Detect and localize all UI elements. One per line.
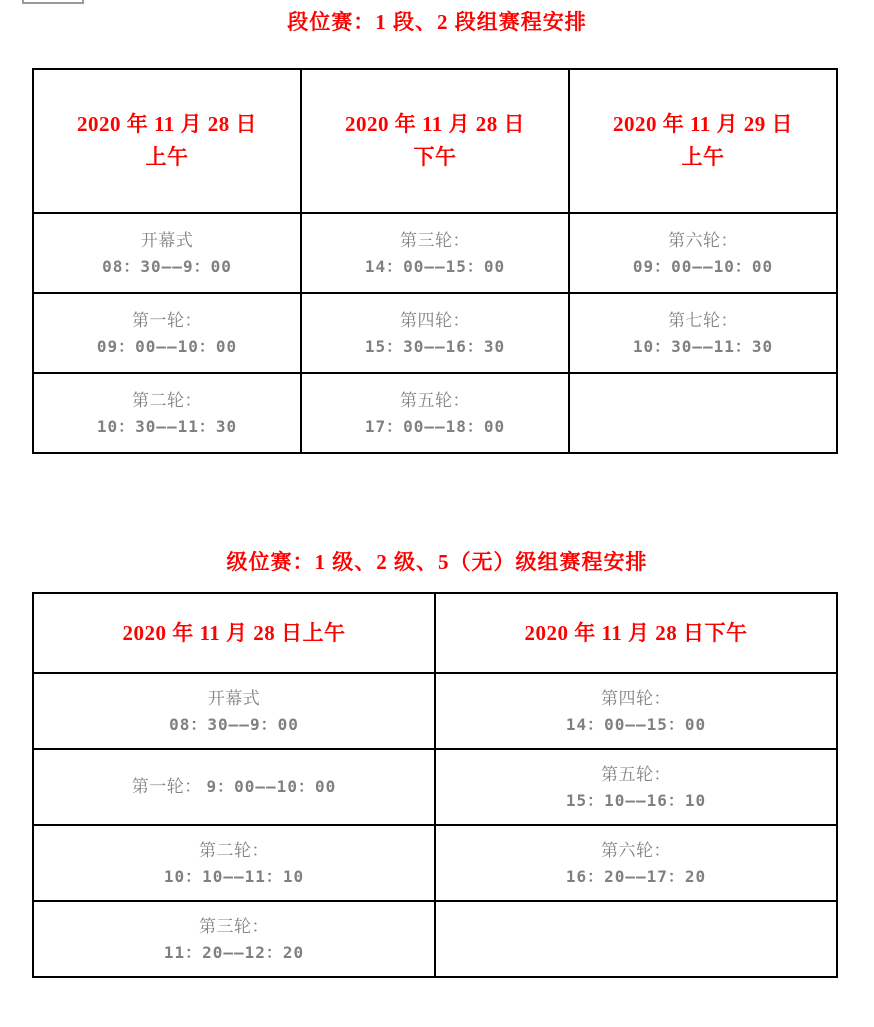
round-label: 第四轮： <box>601 688 671 708</box>
round-label: 第一轮： <box>132 310 202 330</box>
schedule-table-dan <box>32 68 838 454</box>
round-time: 10：30——11：30 <box>632 336 774 356</box>
header-date: 2020 年 11 月 28 日 <box>344 112 526 137</box>
schedule-cell <box>33 901 435 977</box>
schedule-cell-empty <box>569 373 837 453</box>
round-time: 10：30——11：30 <box>96 416 238 436</box>
round-label: 第三轮： <box>199 916 269 936</box>
round-time: 09：00——10：00 <box>96 336 238 356</box>
round-time: 9：00——10：00 <box>206 777 337 797</box>
round-time: 10：10——11：10 <box>163 866 305 886</box>
schedule-cell <box>301 213 569 293</box>
round-time: 14：00——15：00 <box>364 256 506 276</box>
header-date: 2020 年 11 月 28 日 <box>76 112 258 137</box>
schedule-cell <box>301 373 569 453</box>
round-time: 09：00——10：00 <box>632 256 774 276</box>
schedule-cell <box>569 293 837 373</box>
round-label: 第三轮： <box>400 230 470 250</box>
round-label: 第二轮： <box>199 840 269 860</box>
round-label: 第六轮： <box>601 840 671 860</box>
table-header-cell <box>33 593 435 673</box>
round-time: 08：30——9：00 <box>169 714 299 734</box>
round-label: 第四轮： <box>400 310 470 330</box>
table-row <box>33 749 837 825</box>
schedule-cell-empty <box>435 901 837 977</box>
header-session: 上午 <box>681 145 725 169</box>
header-session: 上午 <box>145 145 189 169</box>
table-header-cell <box>301 69 569 213</box>
schedule-cell <box>435 825 837 901</box>
schedule-cell <box>33 825 435 901</box>
schedule-cell <box>33 673 435 749</box>
header-session: 下午 <box>413 145 457 169</box>
round-time: 11：20——12：20 <box>163 942 305 962</box>
schedule-cell <box>301 293 569 373</box>
round-time: 08：30——9：00 <box>102 256 232 276</box>
round-time: 16：20——17：20 <box>565 866 707 886</box>
header-date: 2020 年 11 月 29 日 <box>612 112 794 137</box>
round-time: 17：00——18：00 <box>364 416 506 436</box>
round-time: 15：30——16：30 <box>364 336 506 356</box>
schedule-table-ji <box>32 592 838 978</box>
schedule-cell <box>33 749 435 825</box>
table-row <box>33 901 837 977</box>
table-row <box>33 293 837 373</box>
round-label: 第一轮： <box>131 777 202 797</box>
table-header-cell <box>569 69 837 213</box>
round-label: 第七轮： <box>668 310 738 330</box>
round-time: 15：10——16：10 <box>565 790 707 810</box>
table-header-cell <box>435 593 837 673</box>
section-title-dan: 段位赛：1 段、2 段组赛程安排 <box>287 10 587 34</box>
round-label: 第二轮： <box>132 390 202 410</box>
round-label: 第五轮： <box>601 764 671 784</box>
table-header-cell <box>33 69 301 213</box>
schedule-cell <box>33 373 301 453</box>
table-header-row <box>33 593 837 673</box>
header-date: 2020 年 11 月 28 日下午 <box>524 620 748 645</box>
schedule-cell <box>435 673 837 749</box>
table-header-row <box>33 69 837 213</box>
schedule-cell <box>33 293 301 373</box>
table-row <box>33 673 837 749</box>
section-title-ji: 级位赛：1 级、2 级、5（无）级组赛程安排 <box>226 550 648 574</box>
schedule-cell <box>569 213 837 293</box>
header-date: 2020 年 11 月 28 日上午 <box>122 620 346 645</box>
table-row <box>33 373 837 453</box>
page-margin-mark <box>22 0 84 4</box>
round-label: 开幕式 <box>207 688 261 708</box>
round-label: 开幕式 <box>140 230 194 250</box>
table-row <box>33 825 837 901</box>
round-label: 第六轮： <box>668 230 738 250</box>
schedule-cell <box>435 749 837 825</box>
table-row <box>33 213 837 293</box>
round-label: 第五轮： <box>400 390 470 410</box>
schedule-cell <box>33 213 301 293</box>
round-time: 14：00——15：00 <box>565 714 707 734</box>
